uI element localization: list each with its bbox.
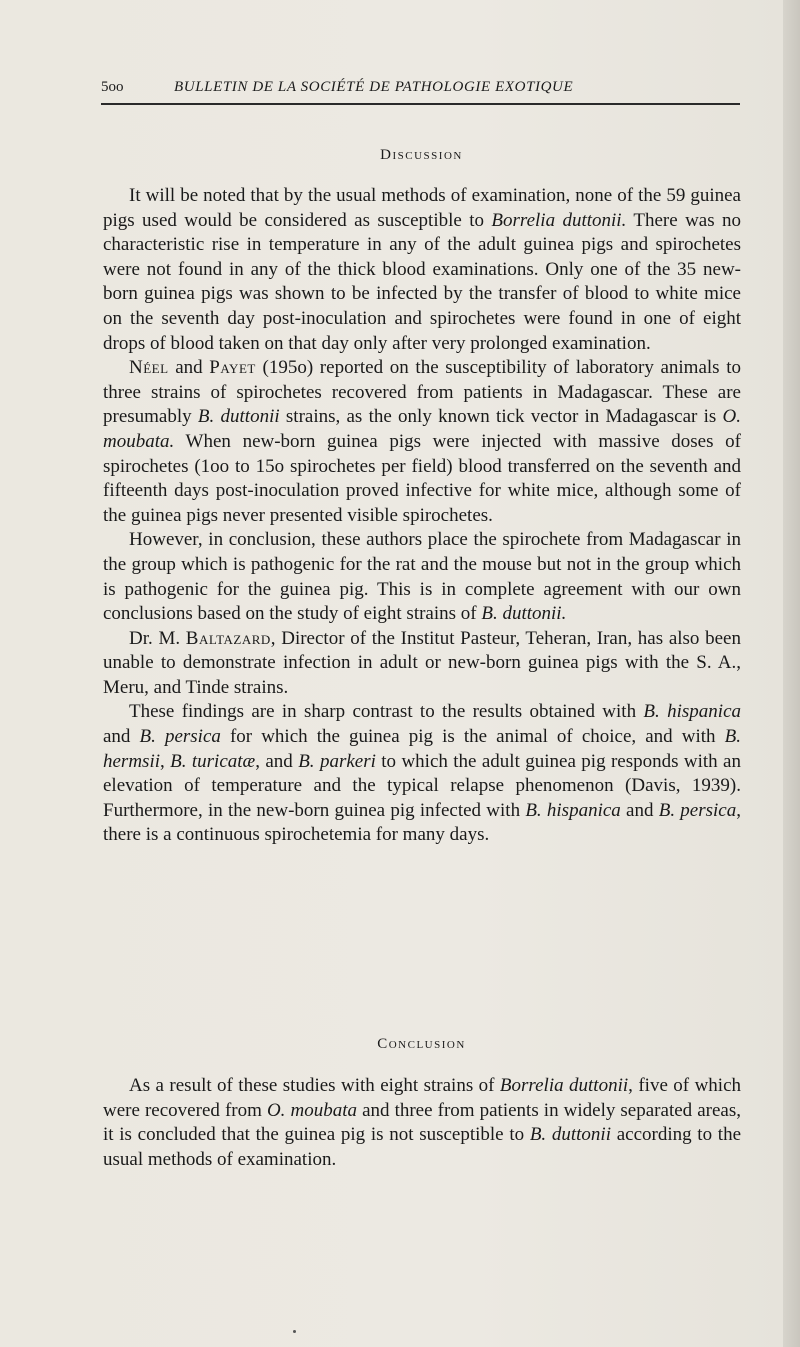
discussion-heading: Discussion bbox=[380, 147, 463, 163]
discussion-paragraph-1: It will be noted that by the usual methods of examination, none of the 59 guinea pigs used would be considered as susceptible to Borrelia duttonii. There was no characteristic rise in temperature in any of the adult guinea pigs and spirochetes were not found in any of the thick blood examinations. Only one of the 35 new-born guinea pigs was shown to be infected by the transfer of blood to white mice on the seventh day post-inoculation and spirochetes were found in one of eight drops of blood taken on that day only after very prolonged examination. bbox=[103, 185, 742, 354]
page-number: 5oo bbox=[101, 79, 124, 95]
discussion-paragraph-2: Néel and Payet (195o) reported on the susceptibility of laboratory animals to three strains of spirochetes recovered from patients in Madagascar. These are presumably B. duttonii strains, as the only known tick vector in Madagascar is O. moubata. When new-born guinea pigs were injected with massive doses of spirochetes (1oo to 15o spirochetes per field) blood transferred on the seventh and fifteenth days post-inoculation proved infective for white mice, although some of the guinea pigs never presented visible spirochetes. bbox=[103, 357, 741, 526]
page-header bbox=[101, 76, 741, 98]
species-name: B. parkeri bbox=[298, 750, 376, 772]
discussion-paragraph-4: Dr. M. Baltazard, Director of the Institut Pasteur, Teheran, Iran, has also been unable to demonstrate infection in adult or new-born guinea pigs with the S. A., Meru, and Tinde strains. bbox=[103, 627, 741, 698]
species-name: O. moubata. bbox=[103, 406, 741, 452]
species-name: B. hispanica bbox=[525, 799, 621, 821]
running-title: BULLETIN DE LA SOCIÉTÉ DE PATHOLOGIE EXOTIQUE bbox=[174, 79, 574, 95]
species-name: B. duttonii bbox=[529, 1124, 611, 1146]
species-name: B. turicatæ bbox=[170, 750, 256, 772]
print-speck bbox=[293, 1330, 296, 1333]
author-name: Baltazard bbox=[185, 627, 271, 649]
species-name: B. duttonii bbox=[197, 406, 280, 428]
conclusion-heading: Conclusion bbox=[377, 1036, 466, 1052]
author-name: Payet bbox=[209, 357, 256, 379]
species-name: B. hermsii bbox=[103, 726, 741, 772]
conclusion-paragraph-1: As a result of these studies with eight strains of Borrelia duttonii, five of which were recovered from O. moubata and three from patients in widely separated areas, it is concluded that the guinea pig is not susceptible to B. duttonii according to the usual methods of examination. bbox=[103, 1075, 741, 1170]
species-name: B. hispanica bbox=[643, 701, 741, 723]
species-name: B. duttonii. bbox=[481, 603, 567, 625]
author-name: Néel bbox=[129, 357, 169, 379]
species-name: B. persica bbox=[139, 726, 221, 748]
discussion-paragraph-5: These findings are in sharp contrast to the results obtained with B. hispanica and B. persica for which the guinea pig is the animal of choice, and with B. hermsii, B. turicatæ, and B. parkeri to which the adult guinea pig responds with an elevation of temperature and the typical relapse phenomenon (Davis, 1939). Furthermore, in the new-born guinea pig infected with B. hispanica and B. persica, there is a continuous spirochetemia for many days. bbox=[103, 701, 741, 846]
discussion-text bbox=[103, 184, 741, 848]
species-name: Borrelia duttonii. bbox=[491, 209, 627, 231]
species-name: Borrelia duttonii bbox=[499, 1075, 629, 1096]
species-name: O. moubata bbox=[266, 1099, 357, 1121]
header-divider bbox=[101, 103, 740, 105]
page-gutter bbox=[783, 0, 800, 1347]
conclusion-text bbox=[103, 1074, 741, 1172]
discussion-paragraph-3: However, in conclusion, these authors place the spirochete from Madagascar in the group which is pathogenic for the rat and the mouse but not in the group which is pathogenic for the guinea pig. This is in complete agreement with our own conclusions based on the study of eight strains of B. duttonii. bbox=[103, 529, 741, 625]
species-name: B. persica bbox=[658, 799, 737, 821]
